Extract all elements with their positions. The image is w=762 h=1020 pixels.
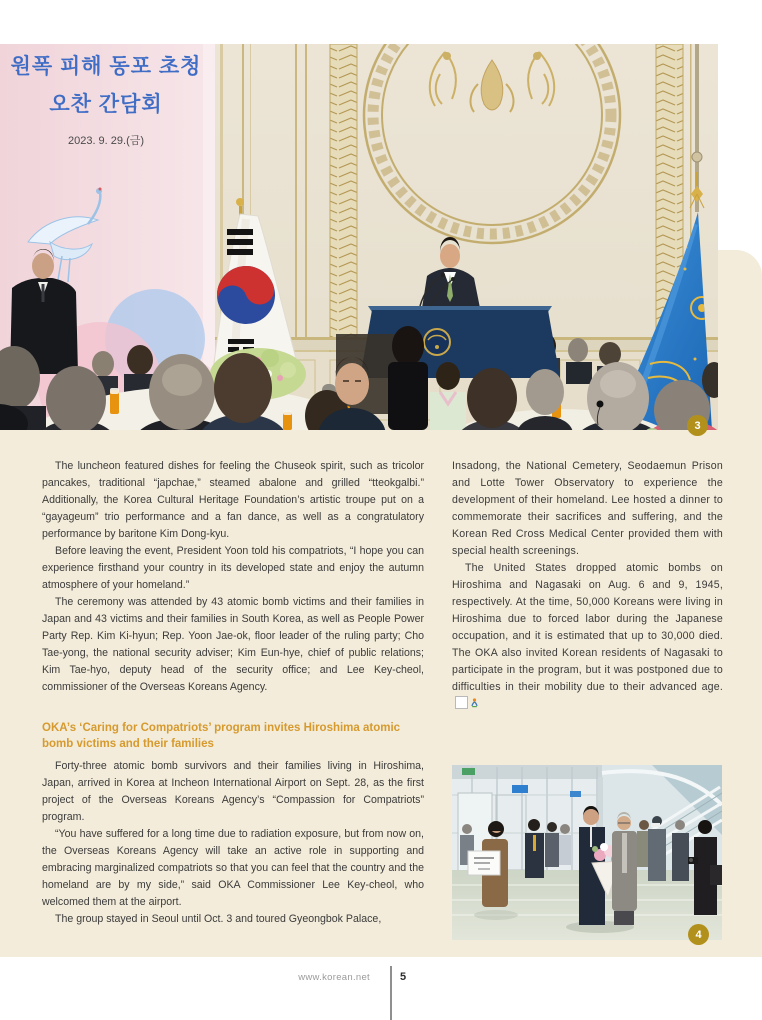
paragraph: Forty-three atomic bomb survivors and their families living in Hiroshima, Japan, arrived in Korea at Incheon International Airport on Sept. 28, as the first project of the Overseas Koreans Agency’s “Compassion for Compatriots” program. <box>42 760 424 823</box>
paragraph: The luncheon featured dishes for feeling the Chuseok spirit, such as tricolor pancakes, traditional “japchae,” steamed abalone and grilled “tteokgalbi.” Additionally, the Korea Cultural Heritage Foundation’s artistic troupe put on a “gayageum” trio performance and a fan dance, as well as a congratulatory performance by baritone Kim Dong-kyu. <box>42 460 424 540</box>
paragraph: The group stayed in Seoul until Oct. 3 and toured Gyeongbok Palace, <box>55 913 382 925</box>
airport-sign <box>512 785 528 793</box>
airport-photo-illustration <box>452 765 722 940</box>
end-of-article-icon <box>455 696 468 709</box>
section-heading: OKA’s ‘Caring for Compatriots’ program invites Hiroshima atomic bomb victims and their families <box>42 722 401 750</box>
presidential-seal <box>424 329 450 355</box>
paragraph: Before leaving the event, President Yoon told his compatriots, “I hope you can experience firsthand your country in its developed state and enjoy the autumn atmosphere of your homeland.” <box>42 545 424 591</box>
footer-website-url: www.korean.net <box>298 972 370 983</box>
paragraph <box>452 560 723 713</box>
luncheon-photo <box>0 44 718 430</box>
footer-page-number: 5 <box>400 971 407 983</box>
banner-title-line2: 오찬 간담회 <box>49 93 163 116</box>
paragraph: Insadong, the National Cemetery, Seodaemun Prison and Lotte Tower Observatory to experience the development of their homeland. Lee hosted a dinner to commemorate their sacrifices and suffering, and the Korean Red Cross Medical Center provided them with special health screenings. <box>452 460 723 557</box>
photo-number-badge-3: 3 <box>687 415 708 436</box>
footer-divider <box>390 966 392 1020</box>
paragraph: The ceremony was attended by 43 atomic bomb victims and their families in Japan and 43 victims and their families in South Korea, as well as People Power Party Rep. Kim Ki-hyun; Rep. Yoon Jae-ok, floor leader of the ruling party; Cho Tae-yong, the national security adviser; Kim Eun-hye, chief of public relations; Kim Tae-hyo, deputy head of the security office; and Lee Key-cheol, commissioner of the Overseas Koreans Agency. <box>42 596 424 693</box>
exit-sign <box>462 768 475 775</box>
banner-date: 2023. 9. 29.(금) <box>67 135 145 147</box>
photo-number-badge-4: 4 <box>688 924 709 945</box>
article-right-column <box>452 458 723 713</box>
paragraph: “You have suffered for a long time due to radiation exposure, but from now on, the Overseas Koreans Agency will take an active role in supporting and embracing marginalized compatriots so that you can feel that the country and the homeland are by my side,” said OKA Commissioner Lee Key-cheol, who welcomed them at the airport. <box>42 828 424 908</box>
article-left-column <box>42 458 424 928</box>
paragraph-text: The United States dropped atomic bombs on Hiroshima and Nagasaki on Aug. 6 and 9, 1945, respectively. At the time, 50,000 Koreans were living in Hiroshima due to forced labor during the Japanese occupation, and it is estimated that up to 30,000 died. The OKA also invited Korean residents of Nagasaki to participate in the program, but it was postponed due to difficulties in their mobility due to their advanced age. <box>452 562 723 693</box>
banner-title-line1: 원폭 피해 동포 초청 <box>10 55 202 78</box>
airport-arrival-photo <box>452 765 722 940</box>
